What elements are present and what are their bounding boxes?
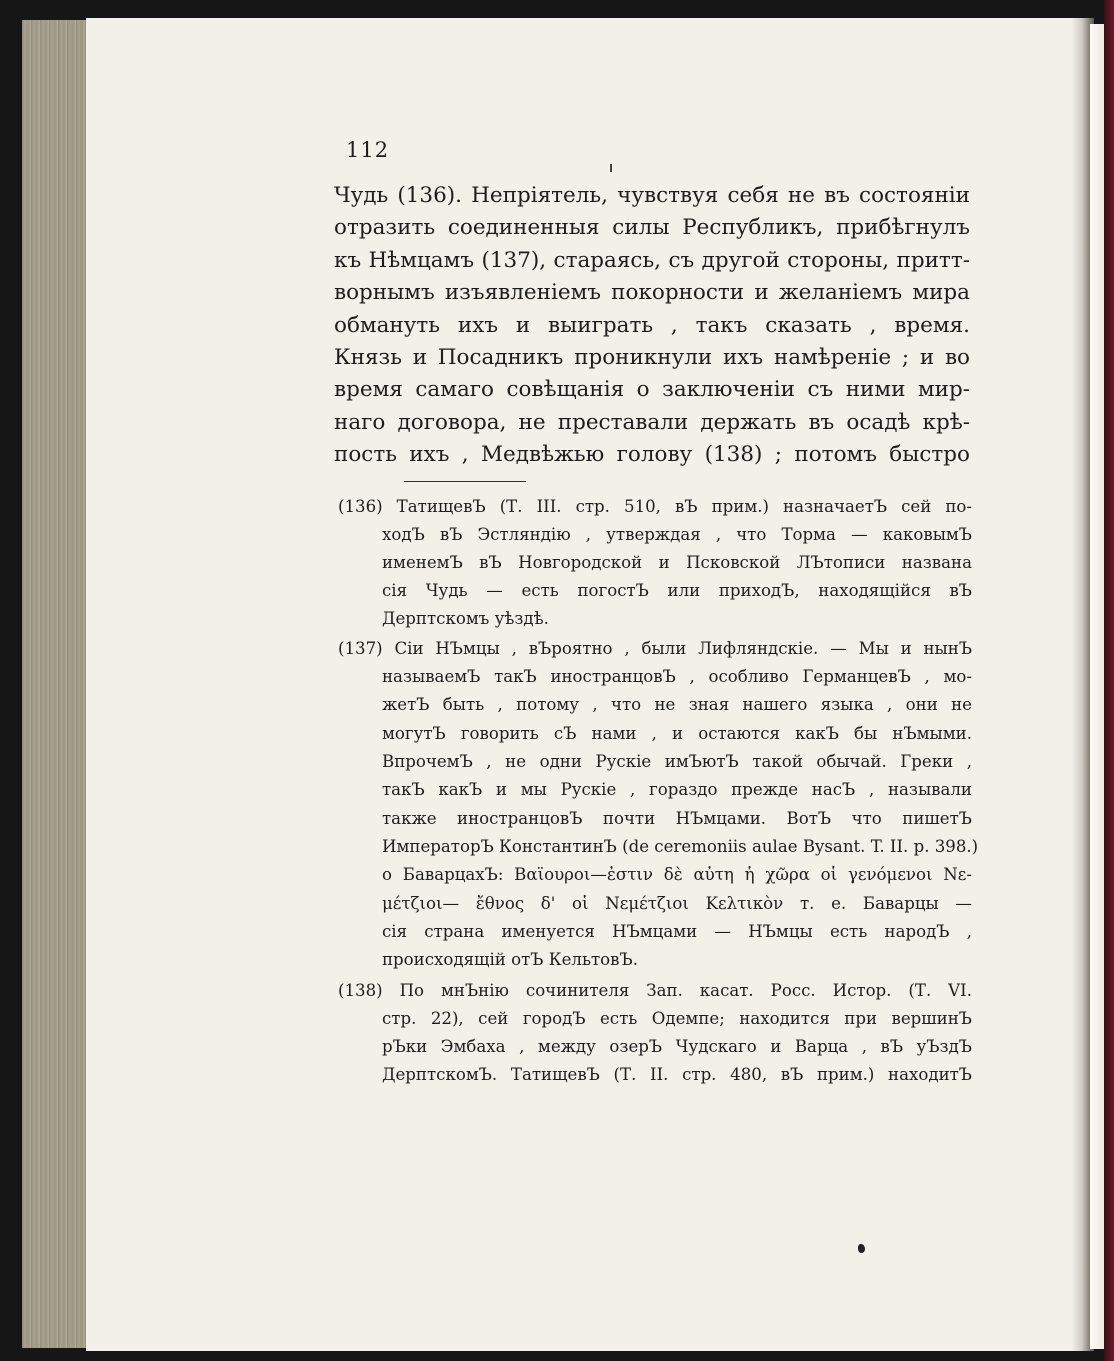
- binding-ribbon: [1104, 0, 1114, 1361]
- body-line: къ Нѣмцамъ (137), стараясь, съ другой стороны, притт-: [334, 248, 970, 273]
- body-line: наго договора, не преставали держать въ осадѣ крѣ-: [334, 410, 970, 435]
- footnote-138-line: стр. 22), сей городЪ есть Одемпе; находится при вершинЪ: [382, 1009, 972, 1028]
- footnote-136-line: (136) ТатищевЪ (Т. III. стр. 510, вЪ прим.) назначаетЪ сей по-: [338, 497, 972, 516]
- body-line: Чудь (136). Непріятель, чувствуя себя не въ состояніи: [334, 183, 970, 208]
- stray-mark: [610, 164, 612, 172]
- footnote-137-line: жетЪ быть , потому , что не зная нашего языка , они не: [382, 695, 972, 714]
- body-line: отразить соединенныя силы Республикъ, прибѣгнулъ: [334, 215, 970, 240]
- footnote-137-line: называемЪ такЪ иностранцовЪ , особливо ГерманцевЪ , мо-: [382, 667, 972, 686]
- footnote-136-line: Дерптскомъ уѣздѣ.: [382, 609, 549, 628]
- footnote-137-line: ИмператорЪ КонстантинЪ (de ceremoniis aulae Bysant. T. II. p. 398.): [382, 837, 979, 856]
- ink-blot: [858, 1244, 865, 1253]
- footnote-136-line: сія Чудь — есть погостЪ или приходЪ, находящійся вЪ: [382, 581, 972, 600]
- body-line: время самаго совѣщанія о заключеніи съ ними мир-: [334, 377, 970, 402]
- footnote-137-line: также иностранцовЪ почти НЪмцами. ВотЪ что пишетЪ: [382, 809, 972, 828]
- footnote-138-line: (138) По мнЪнію сочинителя Зап. касат. Росс. Истор. (Т. VI.: [338, 981, 972, 1000]
- page-edges: [22, 20, 88, 1348]
- footnote-136-line: именемЪ вЪ Новгородской и Псковской ЛЪтописи названа: [382, 553, 972, 572]
- body-line: Князь и Посадникъ проникнули ихъ намѣреніе ; и во: [334, 345, 970, 370]
- footnote-137-line: происходящій отЪ КельтовЪ.: [382, 950, 638, 969]
- footnote-137-line: о БаварцахЪ: Βαϊουροι—ἐστιν δὲ αὐτη ἡ χῶρα οἱ γενόμενοι Νε-: [382, 865, 972, 884]
- footnote-137-line: (137) Сіи НЪмцы , вЪроятно , были Лифляндскіе. — Мы и нынЪ: [338, 639, 972, 658]
- footnote-137-line: такЪ какЪ и мы Рускіе , гораздо прежде насЪ , называли: [382, 780, 972, 799]
- body-line: ворнымъ изъявленіемъ покорности и желаніемъ мира: [334, 280, 970, 305]
- footnote-136-line: ходЪ вЪ Эстляндію , утверждая , что Торма — каковымЪ: [382, 525, 972, 544]
- body-line: обмануть ихъ и выиграть , такъ сказать , время.: [334, 313, 970, 338]
- body-line: пость ихъ , Медвѣжью голову (138) ; потомъ быстро: [334, 442, 970, 467]
- footnote-137-line: μέτζιοι— ἔθνος δ' οἱ Νεμέτζιοι Κελτικὸν т. е. Баварцы —: [382, 894, 972, 913]
- footnote-137-line: сія страна именуется НЪмцами — НЪмцы есть народЪ ,: [382, 922, 972, 941]
- footnote-137-line: ВпрочемЪ , не одни Рускіе имЪютЪ такой обычай. Греки ,: [382, 752, 972, 771]
- page-number: 112: [346, 138, 390, 162]
- facing-page-edge: [1090, 24, 1104, 1349]
- footnote-137-line: могутЪ говорить сЪ нами , и остаются какЪ бы нЪмыми.: [382, 724, 972, 743]
- footnote-138-line: ДерптскомЪ. ТатищевЪ (Т. II. стр. 480, вЪ прим.) находитЪ: [382, 1065, 972, 1084]
- footnote-divider: [404, 481, 526, 482]
- footnote-138-line: рЪки Эмбаха , между озерЪ Чудскаго и Варца , вЪ уЪздЪ: [382, 1037, 972, 1056]
